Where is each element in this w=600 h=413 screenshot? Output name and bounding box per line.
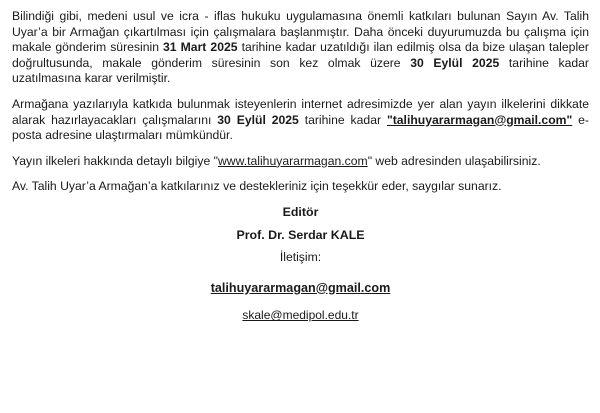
paragraph4-text: Av. Talih Uyar’a Armağan’a katkılarınız ve destekleriniz için teşekkür eder, saygılar sunarız. bbox=[12, 179, 502, 194]
submission-email-link[interactable]: "talihuyararmagan@gmail.com" bbox=[386, 112, 573, 127]
paragraph1-text-b: tarihine kadar uzatıldığı ilan edilmiş olsa da bize ulaşan talepler doğrultusunda, makale gönderim süresinin son kez olmak üzere bbox=[12, 40, 589, 70]
submission-deadline-date: 30 Eylül 2025 bbox=[217, 112, 299, 127]
paragraph1-text-a: Bilindiği gibi, medeni usul ve icra - iflas hukuku uygulamasına önemli katkıları bulunan Sayın Av. Talih Uyar’a bir Armağan çıkartılması için çalışmalara başlanmıştır. Daha önceki duyurumuzda bu çalışma için makale gönderim süresinin bbox=[12, 9, 589, 55]
paragraph2-text-c: e-posta adresine ulaştırmaları mümkündür. bbox=[12, 112, 589, 143]
paragraph3-text-b: " web adresinden ulaşabilirsiniz. bbox=[367, 153, 541, 168]
paragraph2-text-a: Armağana yazılarıyla katkıda bulunmak isteyenlerin internet adresimizde yer alan yayın ilkelerini dikkate alarak hazırlayacakları çalışmalarını bbox=[12, 96, 589, 127]
paragraph-guidelines bbox=[12, 154, 589, 170]
paragraph1-text-c: tarihine kadar uzatılmasına karar verilmiştir. bbox=[12, 55, 589, 86]
paragraph2-text-b: tarihine kadar bbox=[298, 112, 387, 127]
paragraph-thanks bbox=[12, 179, 589, 195]
deadline-date-new: 30 Eylül 2025 bbox=[410, 55, 500, 70]
announcement-document bbox=[12, 9, 589, 324]
contact-email-secondary[interactable]: skale@medipol.edu.tr bbox=[242, 308, 359, 323]
paragraph3-text-a: Yayın ilkeleri hakkında detaylı bilgiye " bbox=[12, 153, 218, 168]
website-link[interactable]: www.talihuyararmagan.com bbox=[217, 153, 368, 168]
signature-role: Editör bbox=[282, 204, 319, 219]
paragraph-deadline-extension bbox=[12, 9, 589, 87]
contact-label: İletişim: bbox=[279, 250, 322, 265]
paragraph-submission bbox=[12, 97, 589, 144]
signature-name: Prof. Dr. Serdar KALE bbox=[236, 227, 365, 242]
deadline-date-old: 31 Mart 2025 bbox=[163, 40, 238, 55]
contact-email-primary[interactable]: talihuyararmagan@gmail.com bbox=[210, 280, 391, 295]
